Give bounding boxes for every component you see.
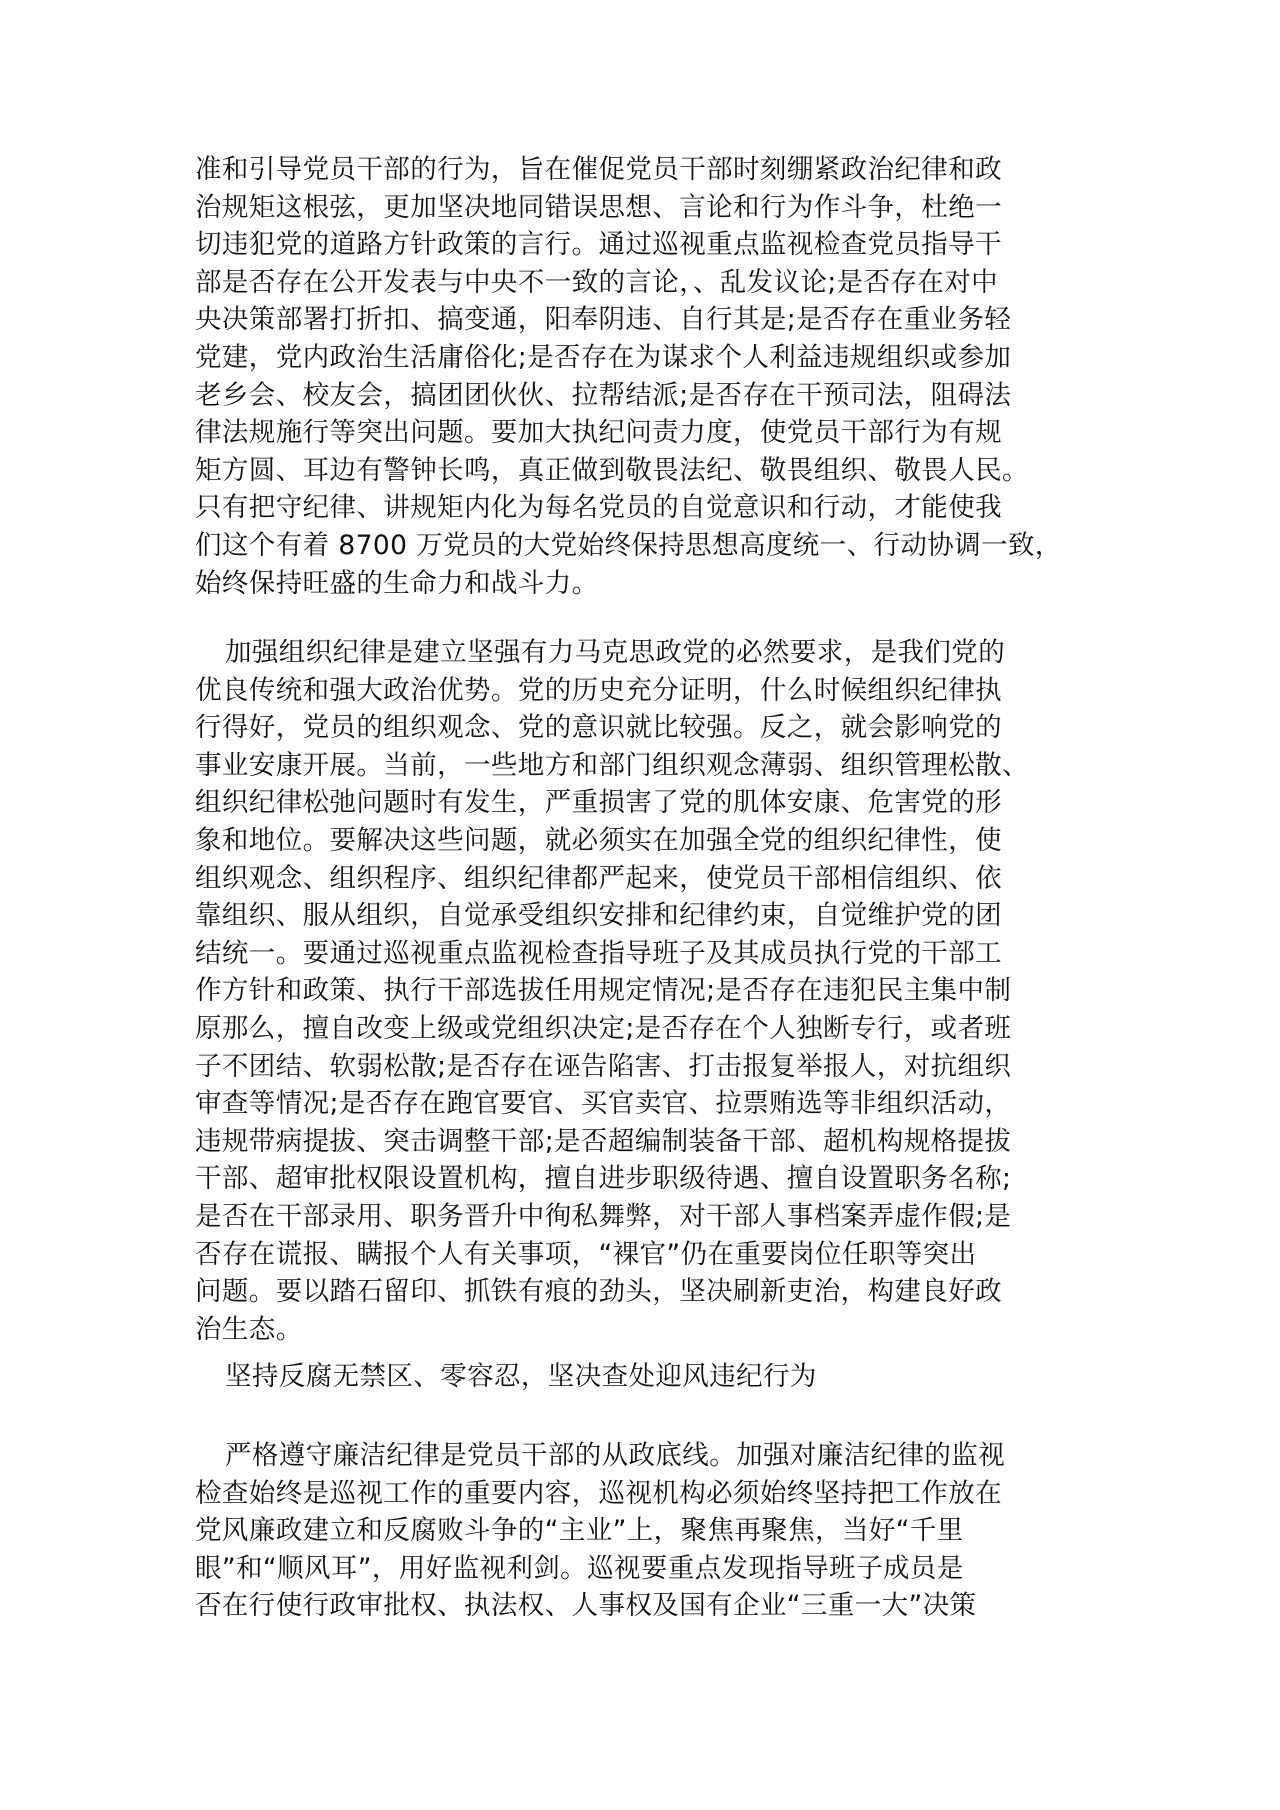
text-line: 组织观念、组织程序、组织纪律都严起来，使党员干部相信组织、依 <box>195 862 1002 894</box>
text-line: 眼”和“顺风耳”，用好监视利剑。巡视要重点发现指导班子成员是 <box>195 1552 964 1584</box>
text-line: 子不团结、软弱松散;是否存在诬告陷害、打击报复举报人，对抗组织 <box>195 1050 1012 1082</box>
text-line: 作方针和政策、执行干部选拔任用规定情况;是否存在违犯民主集中制 <box>195 975 1012 1007</box>
text-line: 党建，党内政治生活庸俗化;是否存在为谋求个人利益违规组织或参加 <box>195 341 1012 373</box>
text-line: 行得好，党员的组织观念、党的意识就比较强。反之，就会影响党的 <box>195 712 1002 744</box>
text-line: 党风廉政建立和反腐败斗争的“主业”上，聚焦再聚焦，当好“千里 <box>195 1515 964 1547</box>
text-line: 律法规施行等突出问题。要加大执纪问责力度，使党员干部行为有规 <box>195 417 1002 449</box>
text-line: 央决策部署打折扣、搞变通，阳奉阴违、自行其是;是否存在重业务轻 <box>195 304 1012 336</box>
text-line: 审查等情况;是否存在跑官要官、买官卖官、拉票贿选等非组织活动， <box>195 1088 1012 1120</box>
text-line: 切违犯党的道路方针政策的言行。通过巡视重点监视检查党员指导干 <box>195 229 1002 261</box>
text-line: 检查始终是巡视工作的重要内容，巡视机构必须始终坚持把工作放在 <box>195 1477 1002 1509</box>
text-line: 象和地位。要解决这些问题，就必须实在加强全党的组织纪律性，使 <box>195 824 1002 856</box>
text-line: 干部、超审批权限设置机构，擅自进步职级待遇、擅自设置职务名称; <box>195 1163 1012 1195</box>
text-line: 加强组织纪律是建立坚强有力马克思政党的必然要求，是我们党的 <box>225 637 1006 668</box>
text-line: 事业安康开展。当前，一些地方和部门组织观念薄弱、组织管理松散、 <box>195 749 1029 781</box>
text-line: 是否在干部录用、职务晋升中徇私舞弊，对干部人事档案弄虚作假;是 <box>195 1200 1012 1232</box>
paragraph-political-discipline <box>195 151 1095 602</box>
text-line: 治生态。 <box>195 1313 303 1345</box>
heading-line: 坚持反腐无禁区、零容忍，坚决查处迎风违纪行为 <box>225 1361 817 1392</box>
text-line: 部是否存在公开发表与中央不一致的言论，、乱发议论;是否存在对中 <box>195 266 999 298</box>
paragraph-integrity-discipline <box>195 1437 1095 1625</box>
text-line: 组织纪律松弛问题时有发生，严重损害了党的肌体安康、危害党的形 <box>195 787 1002 819</box>
paragraph-organizational-discipline <box>195 634 1095 1348</box>
section-heading <box>195 1358 1095 1396</box>
text-line: 严格遵守廉洁纪律是党员干部的从政底线。加强对廉洁纪律的监视 <box>225 1440 1006 1471</box>
text-line: 优良传统和强大政治优势。党的历史充分证明，什么时候组织纪律执 <box>195 674 1002 706</box>
text-line: 结统一。要通过巡视重点监视检查指导班子及其成员执行党的干部工 <box>195 937 1002 969</box>
text-line: 原那么，擅自改变上级或党组织决定;是否存在个人独断专行，或者班 <box>195 1012 1012 1044</box>
text-line: 矩方圆、耳边有警钟长鸣，真正做到敬畏法纪、敬畏组织、敬畏人民。 <box>195 454 1029 486</box>
text-line: 始终保持旺盛的生命力和战斗力。 <box>195 567 599 599</box>
text-line: 们这个有着 8700 万党员的大党始终保持思想高度统一、行动协调一致， <box>195 529 1062 561</box>
text-line: 准和引导党员干部的行为，旨在催促党员干部时刻绷紧政治纪律和政 <box>195 154 1002 185</box>
text-line: 靠组织、服从组织，自觉承受组织安排和纪律约束，自觉维护党的团 <box>195 900 1002 932</box>
text-line: 违规带病提拔、突击调整干部;是否超编制装备干部、超机构规格提拔 <box>195 1125 1012 1157</box>
text-line: 问题。要以踏石留印、抓铁有痕的劲头，坚决刷新吏治，构建良好政 <box>195 1276 1002 1308</box>
text-line: 只有把守纪律、讲规矩内化为每名党员的自觉意识和行动，才能使我 <box>195 492 1002 524</box>
text-line: 否在行使行政审批权、执法权、人事权及国有企业“三重一大”决策 <box>195 1590 977 1622</box>
text-line: 老乡会、校友会，搞团团伙伙、拉帮结派;是否存在干预司法，阻碍法 <box>195 379 1012 411</box>
text-line: 治规矩这根弦，更加坚决地同错误思想、言论和行为作斗争，杜绝一 <box>195 191 1002 223</box>
text-line: 否存在谎报、瞒报个人有关事项，“裸官”仍在重要岗位任职等突出 <box>195 1238 977 1270</box>
